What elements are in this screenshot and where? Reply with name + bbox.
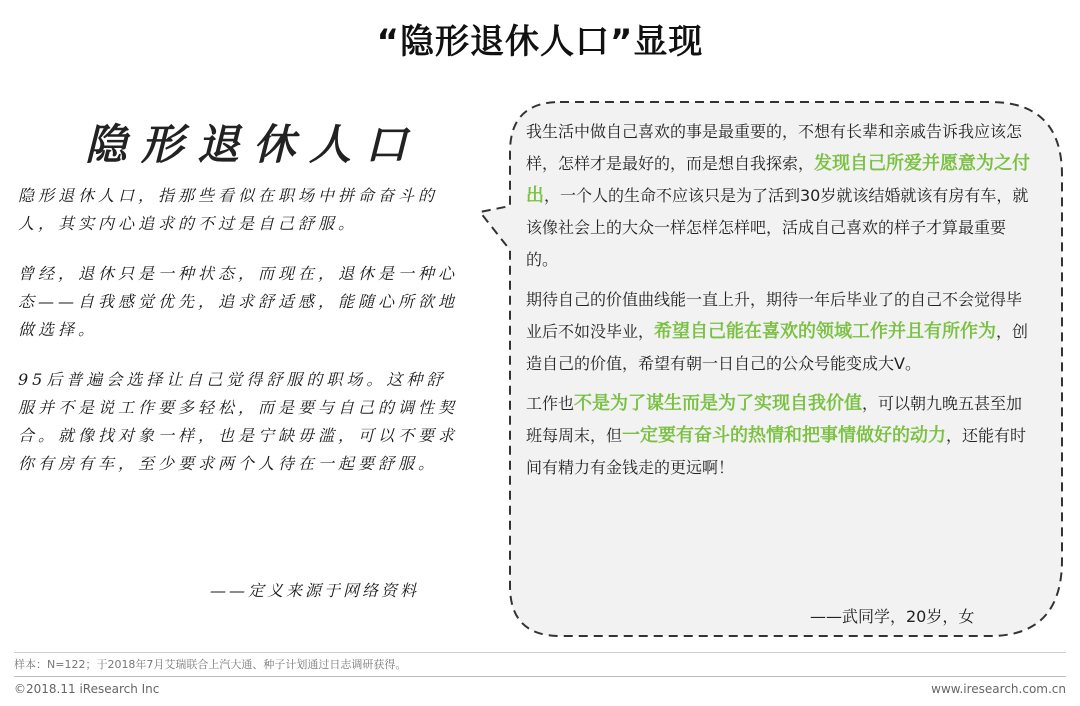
quote-paragraph bbox=[526, 116, 1034, 276]
quote-text: 我生活中做自己喜欢的事是最重要的，不想有长辈和亲戚告诉我应该怎样，怎样才是最好的，而是想自我探索， bbox=[526, 122, 1023, 173]
quote-highlight: 希望自己能在喜欢的领域工作并且有所作为 bbox=[654, 321, 997, 342]
footer-divider bbox=[14, 676, 1066, 677]
definition-paragraph: 95后普遍会选择让自己觉得舒服的职场。这种舒服并不是说工作要多轻松，而是要与自己的调性契合。就像找对象一样，也是宁缺毋滥，可以不要求你有房有车，至少要求两个人待在一起要舒服。 bbox=[18, 370, 459, 473]
quote-text: ，一个人的生命不应该只是为了活到30岁就该结婚就该有房有车，就该像社会上的大众一样怎样怎样吧，活成自己喜欢的样子才算最重要的。 bbox=[526, 186, 1029, 269]
footnote-divider bbox=[14, 652, 1066, 653]
quote-highlight: 不是为了谋生而是为了实现自我价值 bbox=[574, 393, 863, 414]
quote-signature: ——武同学，20岁，女 bbox=[810, 607, 975, 626]
quote-text: 工作也 bbox=[526, 394, 575, 413]
quote-paragraph bbox=[526, 388, 1034, 484]
quote-text: 期待自己的价值曲线能一直上升，期待一年后毕业了的自己不会觉得毕业后不如没毕业， bbox=[526, 290, 1023, 341]
definition-paragraph: 隐形退休人口，指那些看似在职场中拼命奋斗的人，其实内心追求的不过是自己舒服。 bbox=[18, 186, 439, 233]
sample-note: 样本：N=122；于2018年7月艾瑞联合上汽大通、种子计划通过日志调研获得。 bbox=[14, 658, 407, 671]
quote-paragraph bbox=[526, 284, 1034, 380]
definition-source: ——定义来源于网络资料 bbox=[210, 581, 420, 600]
website-link[interactable]: www.iresearch.com.cn bbox=[931, 682, 1066, 696]
quote-highlight: 一定要有奋斗的热情和把事情做好的动力 bbox=[622, 425, 947, 446]
interview-quote bbox=[526, 116, 1034, 492]
copyright: ©2018.11 iResearch Inc bbox=[14, 682, 160, 696]
definition-heading: 隐形退休人口 bbox=[84, 120, 421, 169]
quote-highlight: 发现自己所爱并愿意为之付出 bbox=[526, 153, 1031, 206]
quote-text: ，还能有时间有精力有金钱走的更远啊！ bbox=[526, 426, 1027, 477]
quote-text: ，可以朝九晚五甚至加班每周末，但 bbox=[526, 394, 1023, 445]
page-title: “隐形退休人口”显现 bbox=[376, 22, 704, 62]
definition-paragraph: 曾经，退休只是一种状态，而现在，退休是一种心态——自我感觉优先，追求舒适感，能随心所欲地做选择。 bbox=[18, 264, 459, 339]
quote-text: ，创造自己的价值，希望有朝一日自己的公众号能变成大V。 bbox=[526, 322, 1029, 373]
